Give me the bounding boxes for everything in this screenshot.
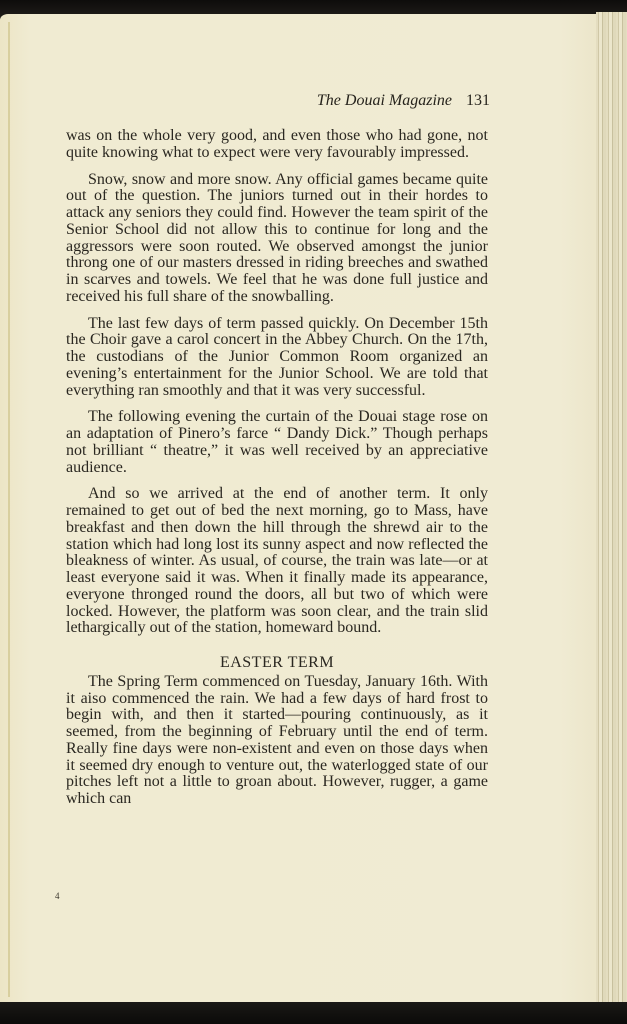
signature-mark: 4: [55, 891, 60, 901]
page-gutter: [8, 22, 10, 997]
paragraph-end-of-term: And so we arrived at the end of another term. It only remained to get out of bed the next morning, go to Mass, have breakfast and then down the hill through the shrewd air to the station which had long lost its sunny aspect and now reflected the bleakness of winter. As usual, of course, the train was late—or at least everyone said it was. When it finally made its appearance, everyone thronged round the doors, all but two of which were locked. However, the platform was soon clear, and the train slid lethargically out of the station, homeward bound.: [66, 485, 488, 637]
page-number: 131: [466, 92, 490, 109]
book-cover-bottom: [0, 1002, 627, 1024]
paragraph-snow: Snow, snow and more snow. Any official games became quite out of the question. The juniors turned out in their hordes to attack any seniors they could find. However the team spirit of the Senior School did not allow this to continue for long and the aggressors were soon routed. We observed amongst the junior throng one of our masters dressed in riding breeches and swathed in scarves and towels. We feel that he was done full justice and received his full share of the snowballing.: [66, 170, 488, 305]
section-heading: EASTER TERM: [219, 654, 335, 671]
paragraph-last-days: The last few days of term passed quickly. On December 15th the Choir gave a carol concert in the Abbey Church. On the 17th, the custodians of the Junior Common Room organized an evening’s entertainment for the Junior School. We are told that everything ran smoothly and that it was very successful.: [66, 314, 488, 399]
magazine-title: The Douai Magazine: [316, 92, 452, 109]
body-text: [66, 128, 488, 818]
paragraph-play: The following evening the curtain of the Douai stage rose on an adaptation of Pinero’s farce “ Dandy Dick.” Though perhaps not brilliant “ theatre,” it was well received by an appreciative audience.: [66, 408, 488, 476]
paragraph-spring-term: The Spring Term commenced on Tuesday, January 16th. With it aiso commenced the rain. We had a few days of hard frost to begin with, and then it started—pouring continuously, as it seemed, from the beginning of February until the end of term. Really fine days were non-existent and even on those days when it seemed dry enough to venture out, the waterlogged state of our pitches left not a little to groan about. However, rugger, a game which can: [66, 672, 488, 807]
page-edges: [596, 12, 627, 1006]
paragraph-continued: was on the whole very good, and even those who had gone, not quite knowing what to expect were very favourably impressed.: [66, 127, 488, 161]
running-head: [300, 92, 490, 110]
